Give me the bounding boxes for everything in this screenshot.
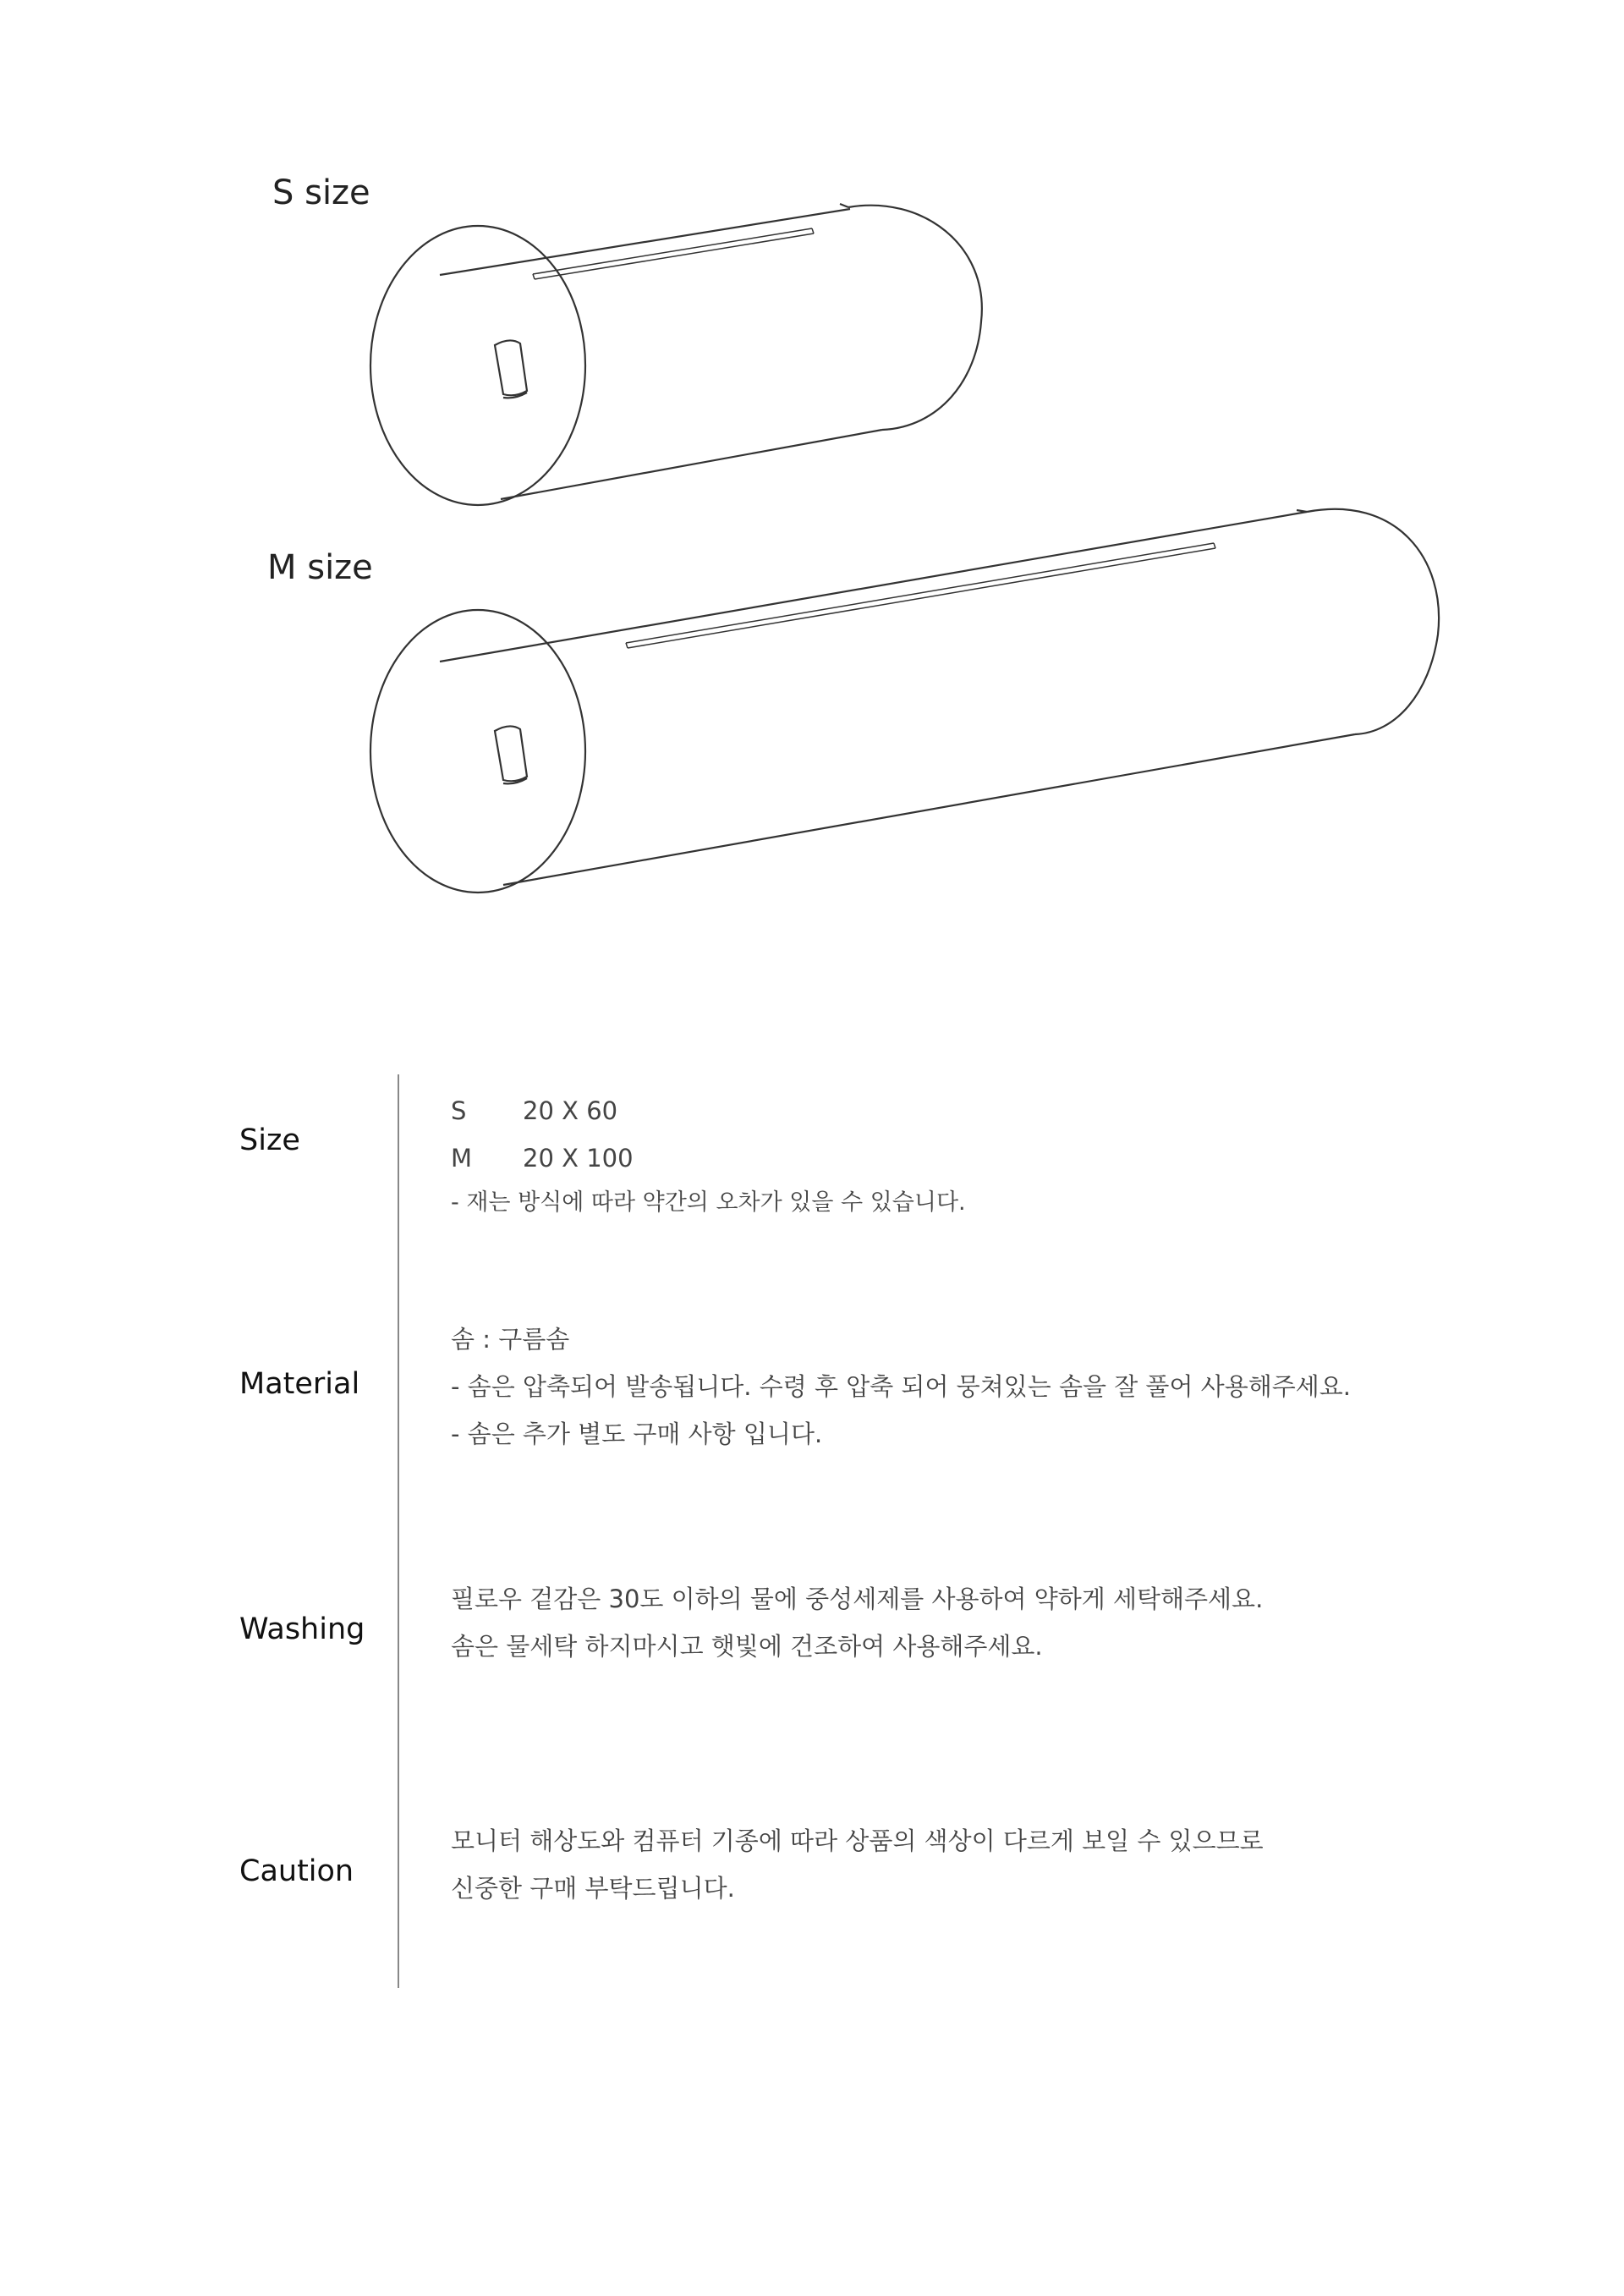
- m-size-title: M size: [267, 548, 373, 587]
- cushion-drawings: [0, 0, 1624, 931]
- material-content: [451, 1316, 1351, 1458]
- washing-label: Washing: [239, 1612, 365, 1646]
- size-content: [451, 1087, 966, 1224]
- caution-content: [451, 1817, 1264, 1912]
- material-line: 솜 : 구름솜: [451, 1325, 570, 1354]
- material-label: Material: [239, 1367, 360, 1401]
- size-row-m: [451, 1134, 966, 1182]
- size-note: - 재는 방식에 따라 약간의 오차가 있을 수 있습니다.: [451, 1189, 966, 1216]
- size-key: M: [451, 1144, 473, 1173]
- s-size-cushion-drawing: [370, 204, 982, 505]
- size-value: 20 X 100: [523, 1144, 634, 1173]
- s-size-title: S size: [272, 173, 370, 212]
- spec-section: [0, 1074, 1624, 2005]
- m-size-cushion-drawing: [370, 509, 1439, 893]
- material-line: - 솜은 추가 별도 구매 사항 입니다.: [451, 1420, 823, 1448]
- washing-content: [451, 1575, 1263, 1670]
- size-row-s: [451, 1087, 966, 1134]
- washing-line: 필로우 겉감은 30도 이하의 물에 중성세제를 사용하여 약하게 세탁해주세요.: [451, 1585, 1264, 1613]
- size-label: Size: [239, 1123, 300, 1157]
- product-illustrations: [0, 0, 1624, 931]
- size-key: S: [451, 1096, 467, 1125]
- caution-label: Caution: [239, 1854, 354, 1888]
- washing-line: 솜은 물세탁 하지마시고 햇빛에 건조하여 사용해주세요.: [451, 1632, 1043, 1661]
- size-value: 20 X 60: [523, 1096, 618, 1125]
- spec-divider: [398, 1074, 399, 1988]
- caution-line: 모니터 해상도와 컴퓨터 기종에 따라 상품의 색상이 다르게 보일 수 있으므로: [451, 1826, 1264, 1855]
- material-line: - 솜은 압축되어 발송됩니다. 수령 후 압축 되어 뭉쳐있는 솜을 잘 풀어 사용해주세요.: [451, 1372, 1351, 1401]
- caution-line: 신중한 구매 부탁드립니다.: [451, 1874, 735, 1903]
